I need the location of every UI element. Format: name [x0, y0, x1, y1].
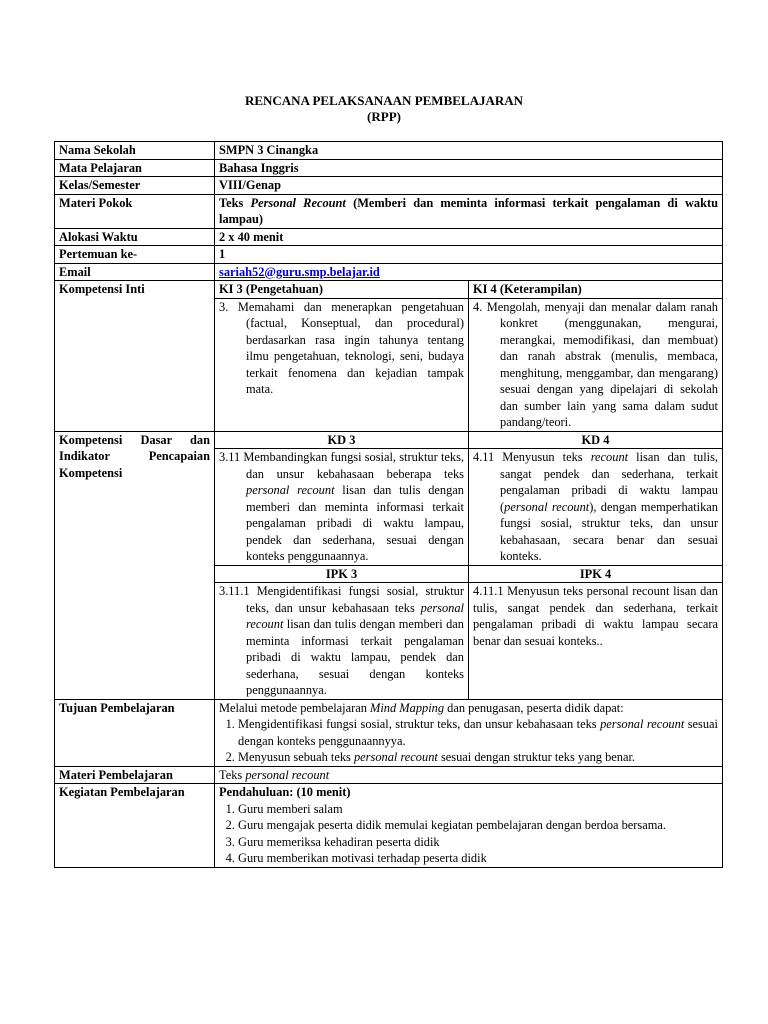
- kd4-mid: lisan dan tulis, sangat pendek dan sederhana, terkait pengalaman pribadi di waktu lampau (: [500, 450, 718, 514]
- row-nama-sekolah: [55, 142, 723, 160]
- kd4-em2: personal recount: [504, 499, 590, 514]
- value-materi-pokok: [215, 194, 723, 228]
- label-kegiatan: Kegiatan Pembelajaran: [55, 784, 215, 868]
- row-email: [55, 263, 723, 281]
- document-title: [0, 93, 768, 125]
- label-pertemuan: Pertemuan ke-: [55, 246, 215, 264]
- materi-pokok-post: (Memberi dan meminta informasi terkait pengalaman di waktu lampau): [219, 195, 719, 226]
- value-email-cell: [215, 263, 723, 281]
- value-pertemuan: 1: [215, 246, 723, 264]
- tujuan-intro: [219, 700, 718, 717]
- label-kompetensi-dasar: Kompetensi Dasar dan Indikator Pencapaian Kompetensi: [55, 431, 215, 699]
- kd3-text: [215, 449, 469, 566]
- ipk-content-row: [215, 583, 722, 699]
- kd-content-row: [215, 449, 722, 566]
- ki4-header: KI 4 (Keterampilan): [469, 281, 723, 299]
- value-alokasi-waktu: 2 x 40 menit: [215, 228, 723, 246]
- row-materi-pokok: [55, 194, 723, 228]
- ki3-text: 3. Memahami dan menerapkan pengetahuan (factual, Konseptual, dan procedural) berdasarkan rasa ingin tahunya tentang ilmu pengetahuan, teknologi, seni, budaya terkait fenomena dan kejadian tampak mata.: [215, 298, 469, 431]
- value-nama-sekolah: SMPN 3 Cinangka: [215, 142, 723, 160]
- row-tujuan: [55, 699, 723, 766]
- label-nama-sekolah: Nama Sekolah: [55, 142, 215, 160]
- tujuan-content: [215, 699, 723, 766]
- ipk3-post: lisan dan tulis dengan memberi dan meminta informasi terkait pengalaman pribadi di waktu lampau, pendek dan sederhana, sesuai dengan konteks penggunaannya.: [246, 617, 464, 697]
- email-link[interactable]: sariah52@guru.smp.belajar.id: [219, 264, 380, 279]
- row-materi: [55, 766, 723, 784]
- kd4-pre: 4.11 Menyusun teks: [473, 450, 591, 464]
- tujuan-item-1-em: personal recount: [600, 717, 685, 731]
- kegiatan-item-4: 4. Guru memberikan motivasi terhadap peserta didik: [238, 850, 718, 867]
- title-line-2: (RPP): [367, 109, 401, 124]
- tujuan-list: [219, 716, 718, 766]
- kegiatan-list: [219, 801, 718, 867]
- tujuan-item-2-em: personal recount: [353, 750, 438, 764]
- tujuan-intro-em: Mind Mapping: [370, 700, 445, 715]
- rpp-table: [54, 141, 723, 868]
- kegiatan-content: [215, 784, 723, 868]
- tujuan-item-1: [238, 716, 718, 749]
- tujuan-item-2: [238, 749, 718, 766]
- tujuan-intro-pre: Melalui metode pembelajaran: [219, 700, 371, 715]
- materi-value-em: personal recount: [245, 767, 330, 782]
- row-ki-header: [55, 281, 723, 299]
- kd4-text: [469, 449, 723, 566]
- row-alokasi-waktu: [55, 228, 723, 246]
- kd3-pre: 3.11 Membandingkan fungsi sosial, struktur teks, dan unsur kebahasaan beberapa teks: [219, 450, 464, 481]
- row-pertemuan: [55, 246, 723, 264]
- kd3-post: lisan dan tulis dengan memberi dan meminta informasi terkait pengalaman pribadi di waktu lampau, pendek dan sederhana, sesuai dengan konteks penggunaannya.: [246, 483, 465, 563]
- value-kelas-semester: VIII/Genap: [215, 177, 723, 195]
- label-materi-pokok: Materi Pokok: [55, 194, 215, 228]
- title-line-1: RENCANA PELAKSANAAN PEMBELAJARAN: [244, 93, 524, 108]
- tujuan-item-1-post: sesuai dengan konteks penggunaannyya.: [238, 717, 718, 748]
- kd-header-row: [215, 432, 722, 449]
- kd3-em: personal recount: [246, 483, 335, 497]
- kegiatan-header: Pendahuluan: (10 menit): [219, 785, 351, 799]
- label-kompetensi-inti: Kompetensi Inti: [55, 281, 215, 432]
- kd4-em1: recount: [590, 450, 629, 464]
- row-kd: [55, 431, 723, 699]
- ipk-header-row: [215, 565, 722, 583]
- label-materi-pembelajaran: Materi Pembelajaran: [55, 766, 215, 784]
- ipk4-text: 4.11.1 Menyusun teks personal recount lisan dan tulis, sangat pendek dan sederhana, terkait pengalaman pribadi di waktu lampau secara benar dan sesuai konteks..: [469, 583, 723, 699]
- kd-ipk-block: [215, 431, 723, 699]
- materi-value: [215, 766, 723, 784]
- materi-pokok-em: Personal Recount: [250, 195, 346, 210]
- label-email: Email: [55, 263, 215, 281]
- kegiatan-item-2: 2. Guru mengajak peserta didik memulai kegiatan pembelajaran dengan berdoa bersama.: [238, 817, 718, 834]
- row-kegiatan: [55, 784, 723, 868]
- materi-pokok-pre: Teks: [219, 195, 251, 210]
- kegiatan-item-1: 1. Guru memberi salam: [238, 801, 718, 818]
- kd-ipk-table: [215, 432, 722, 699]
- materi-value-pre: Teks: [219, 767, 246, 782]
- tujuan-item-2-post: sesuai dengan struktur teks yang benar.: [437, 750, 636, 764]
- ipk3-em: personal recount: [246, 600, 464, 631]
- tujuan-intro-post: dan penugasan, peserta didik dapat:: [444, 700, 624, 715]
- label-mata-pelajaran: Mata Pelajaran: [55, 159, 215, 177]
- value-mata-pelajaran: Bahasa Inggris: [215, 159, 723, 177]
- ipk3-text: [215, 583, 469, 699]
- kegiatan-item-3: 3. Guru memeriksa kehadiran peserta didik: [238, 834, 718, 851]
- label-kelas-semester: Kelas/Semester: [55, 177, 215, 195]
- kd3-header: KD 3: [215, 432, 469, 449]
- kd4-post: ), dengan memperhatikan fungsi sosial, struktur teks, dan unsur kebahasaan, secara benar dan sesuai konteks.: [500, 499, 718, 563]
- ipk3-pre: 3.11.1 Mengidentifikasi fungsi sosial, struktur teks, dan unsur kebahasaan teks: [219, 584, 464, 615]
- ipk3-header: IPK 3: [215, 565, 469, 583]
- tujuan-item-2-pre: Menyusun sebuah teks: [238, 750, 354, 764]
- tujuan-item-1-pre: Mengidentifikasi fungsi sosial, struktur teks, dan unsur kebahasaan teks: [238, 717, 601, 731]
- ipk4-header: IPK 4: [469, 565, 723, 583]
- row-kelas-semester: [55, 177, 723, 195]
- label-alokasi-waktu: Alokasi Waktu: [55, 228, 215, 246]
- kd4-header: KD 4: [469, 432, 723, 449]
- ki4-text: 4. Mengolah, menyaji dan menalar dalam ranah konkret (menggunakan, mengurai, merangkai, memodifikasi, dan membuat) dan ranah abstrak (menulis, membaca, menghitung, menggambar, dan mengarang) sesuai dengan yang dipelajari di sekolah dan sumber lain yang sama dalam sudut pandang/teori.: [469, 298, 723, 431]
- label-tujuan: Tujuan Pembelajaran: [55, 699, 215, 766]
- ki3-header: KI 3 (Pengetahuan): [215, 281, 469, 299]
- row-mata-pelajaran: [55, 159, 723, 177]
